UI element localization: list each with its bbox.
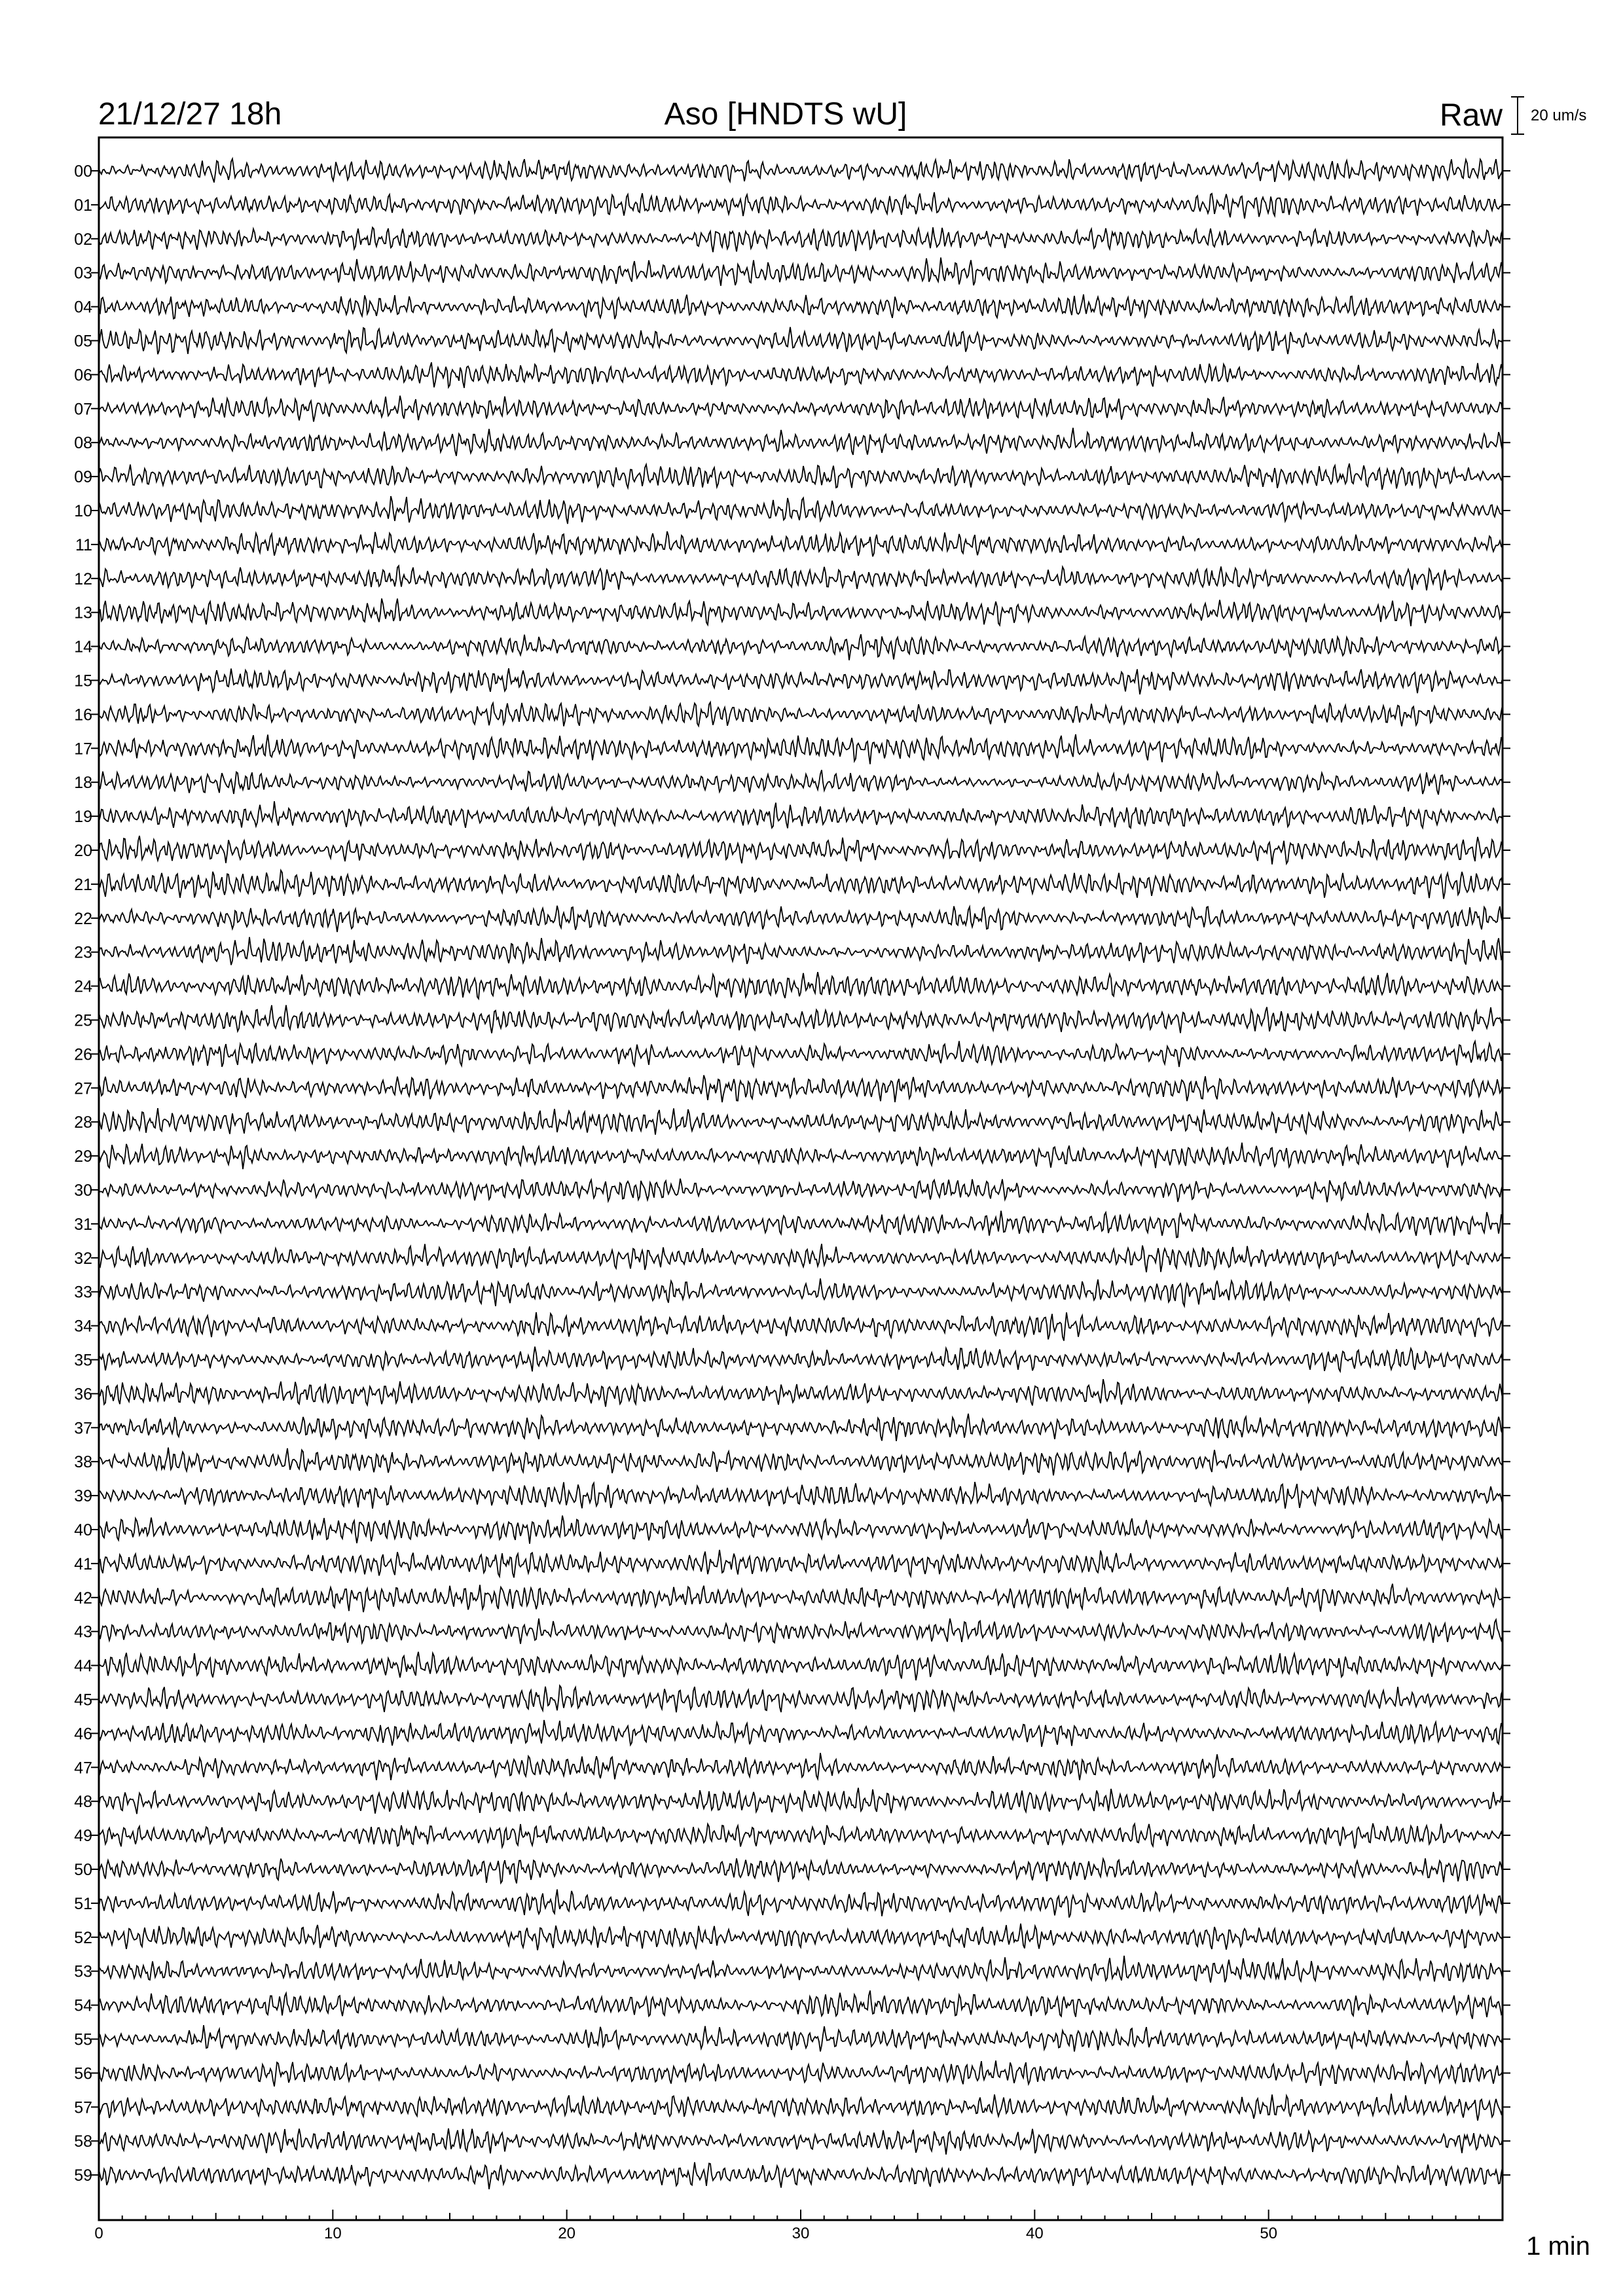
row-label: 43 xyxy=(74,1623,92,1641)
trace-line xyxy=(99,734,1503,764)
row-label: 52 xyxy=(74,1928,92,1947)
trace-line xyxy=(99,1312,1503,1341)
trace-line xyxy=(99,1516,1503,1544)
trace-line xyxy=(99,1652,1503,1681)
trace-line xyxy=(99,1550,1503,1577)
row-label: 24 xyxy=(74,977,92,996)
trace-line xyxy=(99,972,1503,999)
row-label: 19 xyxy=(74,808,92,827)
trace-line xyxy=(99,1858,1503,1883)
trace-line xyxy=(99,770,1503,795)
trace-line xyxy=(99,428,1503,456)
trace-line xyxy=(99,1347,1503,1372)
trace-line xyxy=(99,1482,1503,1509)
trace-line xyxy=(99,1379,1503,1407)
trace-line xyxy=(99,1448,1503,1476)
trace-line xyxy=(99,668,1503,694)
trace-line xyxy=(99,258,1503,286)
trace-line xyxy=(99,1584,1503,1612)
x-tick-label: 0 xyxy=(94,2225,103,2242)
row-label: 44 xyxy=(74,1657,92,1676)
row-label: 33 xyxy=(74,1283,92,1302)
trace-line xyxy=(99,1956,1503,1982)
row-label: 38 xyxy=(74,1453,92,1472)
scale-bar xyxy=(1511,97,1524,134)
row-label: 49 xyxy=(74,1827,92,1846)
row-label: 13 xyxy=(74,603,92,622)
row-label: 04 xyxy=(74,298,92,317)
row-label: 16 xyxy=(74,706,92,725)
trace-line xyxy=(99,1924,1503,1950)
trace-line xyxy=(99,2162,1503,2189)
row-label: 34 xyxy=(74,1317,92,1336)
trace-line xyxy=(99,1211,1503,1238)
trace-line xyxy=(99,531,1503,556)
row-label: 48 xyxy=(74,1793,92,1812)
x-tick-label: 10 xyxy=(323,2225,342,2242)
trace-line xyxy=(99,906,1503,932)
trace-line xyxy=(99,159,1503,183)
row-label: 37 xyxy=(74,1419,92,1438)
trace-line xyxy=(99,1990,1503,2018)
row-label: 56 xyxy=(74,2064,92,2083)
trace-line xyxy=(99,227,1503,252)
row-label: 08 xyxy=(74,434,92,453)
row-label: 07 xyxy=(74,400,92,419)
row-label: 46 xyxy=(74,1725,92,1744)
trace-line xyxy=(99,702,1503,726)
trace-line xyxy=(99,1244,1503,1272)
row-label: 17 xyxy=(74,740,92,759)
row-label: 14 xyxy=(74,637,92,656)
row-label: 02 xyxy=(74,230,92,249)
station-title: Aso [HNDTS wU] xyxy=(664,97,907,132)
trace-line xyxy=(99,1075,1503,1102)
x-tick-label: 50 xyxy=(1260,2225,1278,2242)
trace-line xyxy=(99,1890,1503,1918)
row-label: 11 xyxy=(75,535,92,554)
x-tick-label: 40 xyxy=(1025,2225,1044,2242)
x-tick-label: 30 xyxy=(792,2225,810,2242)
row-label: 12 xyxy=(74,569,92,588)
row-label: 03 xyxy=(74,264,92,283)
trace-line xyxy=(99,1823,1503,1848)
mode-label: Raw xyxy=(1439,98,1503,133)
trace-line xyxy=(99,1720,1503,1747)
trace-line xyxy=(99,363,1503,388)
trace-line xyxy=(99,1788,1503,1814)
trace-line xyxy=(99,1278,1503,1306)
trace-line xyxy=(99,463,1503,490)
trace-line xyxy=(99,634,1503,660)
trace-line xyxy=(99,598,1503,626)
row-label: 29 xyxy=(74,1147,92,1166)
trace-line xyxy=(99,2025,1503,2051)
row-label: 20 xyxy=(74,842,92,860)
row-label: 41 xyxy=(74,1554,92,1573)
trace-line xyxy=(99,1143,1503,1170)
row-label: 23 xyxy=(74,943,92,962)
trace-line xyxy=(99,870,1503,899)
row-label: 32 xyxy=(74,1249,92,1268)
trace-line xyxy=(99,1179,1503,1202)
row-label: 22 xyxy=(74,909,92,928)
row-label: 50 xyxy=(74,1861,92,1879)
row-label: 00 xyxy=(74,162,92,181)
trace-line xyxy=(99,295,1503,319)
trace-line xyxy=(99,396,1503,422)
row-label: 59 xyxy=(74,2166,92,2185)
row-label: 01 xyxy=(74,196,92,215)
row-label: 05 xyxy=(74,332,92,351)
row-label: 40 xyxy=(74,1521,92,1539)
row-label: 47 xyxy=(74,1759,92,1778)
trace-line xyxy=(99,1414,1503,1441)
row-label: 10 xyxy=(74,502,92,520)
trace-line xyxy=(99,1686,1503,1713)
trace-line xyxy=(99,566,1503,591)
row-label: 35 xyxy=(74,1351,92,1370)
row-label: 30 xyxy=(74,1181,92,1200)
trace-line xyxy=(99,937,1503,965)
trace-line xyxy=(99,1619,1503,1644)
trace-line xyxy=(99,1041,1503,1067)
row-label: 28 xyxy=(74,1113,92,1132)
x-tick-label: 20 xyxy=(558,2225,576,2242)
row-label: 26 xyxy=(74,1045,92,1064)
trace-line xyxy=(99,1005,1503,1033)
trace-line xyxy=(99,2128,1503,2155)
trace-line xyxy=(99,2060,1503,2086)
trace-line xyxy=(99,1108,1503,1135)
trace-line xyxy=(99,1753,1503,1780)
trace-line xyxy=(99,192,1503,219)
row-label: 39 xyxy=(74,1487,92,1506)
row-label: 42 xyxy=(74,1588,92,1607)
row-label: 31 xyxy=(74,1215,92,1234)
row-label: 18 xyxy=(74,774,92,793)
row-label: 54 xyxy=(74,1996,92,2015)
row-label: 15 xyxy=(74,672,92,691)
row-label: 45 xyxy=(74,1691,92,1710)
trace-line xyxy=(99,801,1503,828)
scale-label: 20 um/s xyxy=(1531,107,1587,124)
row-label: 25 xyxy=(74,1011,92,1030)
row-label: 36 xyxy=(74,1385,92,1404)
row-label: 55 xyxy=(74,2030,92,2049)
trace-line xyxy=(99,327,1503,355)
x-unit-label: 1 min xyxy=(1526,2232,1590,2261)
row-label: 09 xyxy=(74,468,92,487)
trace-line xyxy=(99,836,1503,865)
trace-line xyxy=(99,496,1503,524)
row-label: 51 xyxy=(74,1894,92,1913)
row-label: 21 xyxy=(74,875,92,894)
datetime-title: 21/12/27 18h xyxy=(98,97,282,132)
trace-line xyxy=(99,2094,1503,2121)
row-label: 27 xyxy=(74,1079,92,1098)
row-label: 53 xyxy=(74,1962,92,1981)
row-label: 57 xyxy=(74,2098,92,2117)
row-label: 58 xyxy=(74,2132,92,2151)
row-label: 06 xyxy=(74,366,92,385)
